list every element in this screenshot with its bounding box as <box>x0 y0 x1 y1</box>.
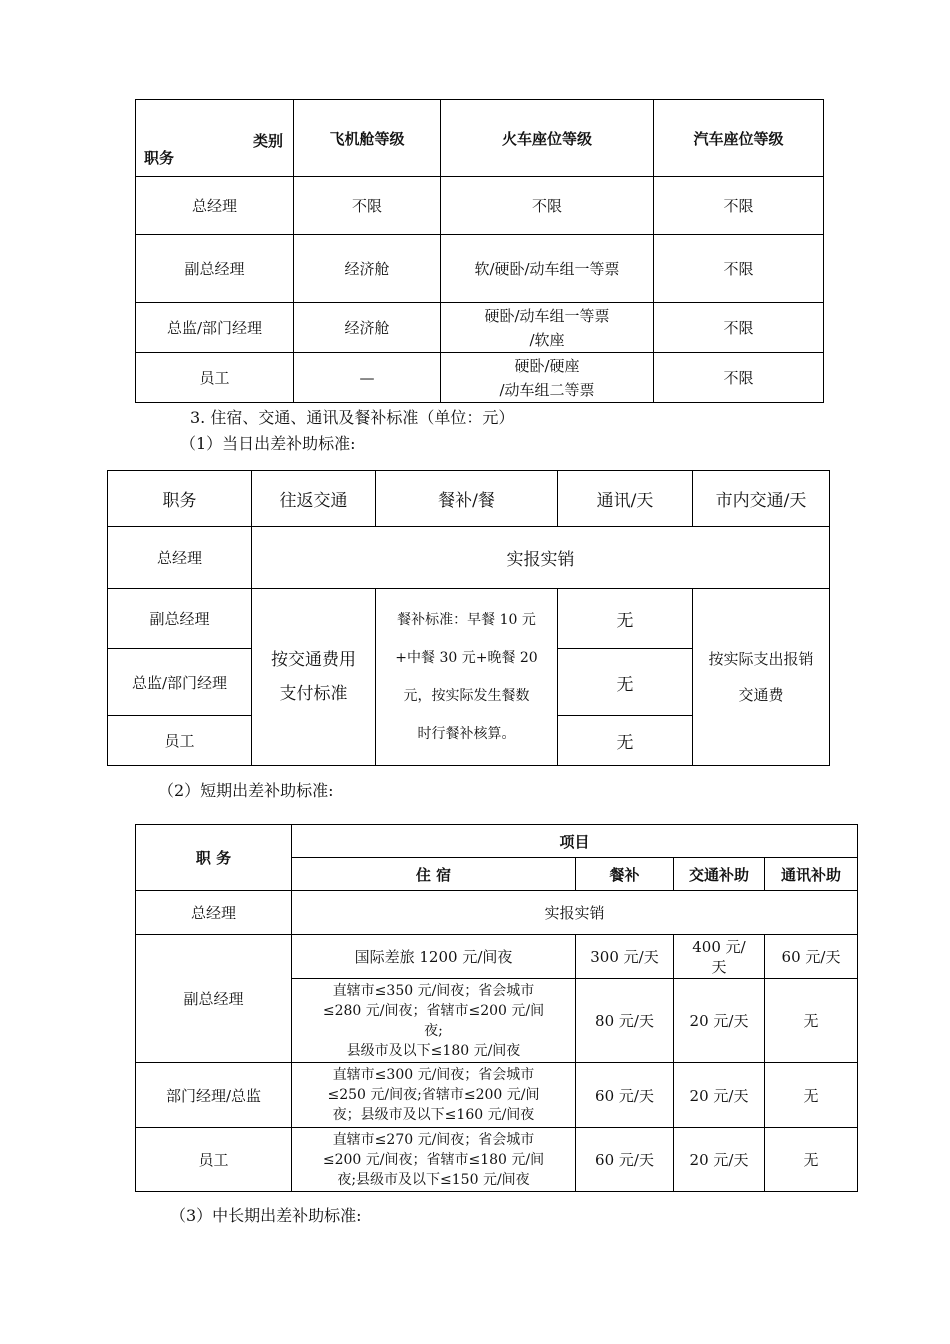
lodging-cell <box>292 979 576 1063</box>
sub2-title: （2）短期出差补助标准: <box>158 781 334 800</box>
city-line: 交通费 <box>738 686 784 704</box>
col-header-lodging: 住 宿 <box>292 858 576 891</box>
comm-cell: 无 <box>765 1063 858 1128</box>
lodging-line: 夜; <box>424 1022 443 1039</box>
comm-cell: 无 <box>558 589 693 649</box>
train-line: /软座 <box>529 330 565 349</box>
meal-line: 时行餐补核算。 <box>417 726 516 742</box>
transport-cell: 20 元/天 <box>674 1128 765 1192</box>
lodging-line: 直辖市≤300 元/间夜；省会城市 <box>332 1067 535 1083</box>
transport-line: 天 <box>711 957 727 976</box>
transport-line: 按交通费用 <box>271 650 356 670</box>
lodging-line: 夜;县级市及以下≤150 元/间夜 <box>337 1171 530 1188</box>
transport-cell: 20 元/天 <box>674 1063 765 1128</box>
train-line: 硬卧/硬座 <box>514 356 580 375</box>
role-cell: 员工 <box>136 353 294 403</box>
corner-header-cell <box>136 100 294 177</box>
corner-top-label: 类别 <box>252 132 283 150</box>
transport-cell: 20 元/天 <box>674 979 765 1063</box>
plane-cell: — <box>294 353 441 403</box>
meal-cell: 80 元/天 <box>576 979 674 1063</box>
train-line: /动车组二等票 <box>499 380 595 399</box>
item-header: 项目 <box>292 825 858 858</box>
transport-cell <box>674 935 765 979</box>
lodging-line: 夜；县级市及以下≤160 元/间夜 <box>332 1107 535 1123</box>
meal-line: 餐补标准：早餐 10 元 <box>397 612 536 628</box>
transport-line: 支付标准 <box>279 684 348 704</box>
lodging-line: 直辖市≤350 元/间夜；省会城市 <box>332 982 535 999</box>
comm-cell: 无 <box>765 979 858 1063</box>
sub1-title: （1）当日出差补助标准: <box>180 434 356 453</box>
transport-line: 400 元/ <box>692 937 746 956</box>
lodging-line: ≤280 元/间夜；省辖市≤200 元/间 <box>322 1002 545 1019</box>
col-header-plane: 飞机舱等级 <box>294 100 441 177</box>
col-header-role: 职务 <box>108 471 252 527</box>
role-cell: 总经理 <box>136 891 292 935</box>
meal-cell: 60 元/天 <box>576 1128 674 1192</box>
role-cell: 副总经理 <box>108 589 252 649</box>
meal-line: 元，按实际发生餐数 <box>403 688 530 704</box>
col-header-car: 汽车座位等级 <box>654 100 824 177</box>
train-cell: 不限 <box>441 177 654 235</box>
section3-title: 3. 住宿、交通、通讯及餐补标准（单位：元） <box>190 408 515 427</box>
meal-line: +中餐 30 元+晚餐 20 <box>395 650 538 666</box>
role-header: 职 务 <box>136 825 292 891</box>
col-header-comm: 通讯/天 <box>558 471 693 527</box>
train-cell <box>441 353 654 403</box>
car-cell: 不限 <box>654 353 824 403</box>
meal-standard-cell <box>376 589 558 766</box>
plane-cell: 不限 <box>294 177 441 235</box>
train-cell <box>441 303 654 353</box>
role-cell: 部门经理/总监 <box>136 1063 292 1128</box>
col-header-meal: 餐补 <box>576 858 674 891</box>
city-line: 按实际支出报销 <box>708 650 814 668</box>
plane-cell: 经济舱 <box>294 235 441 303</box>
corner-bottom-label: 职务 <box>144 149 175 167</box>
car-cell: 不限 <box>654 177 824 235</box>
seat-class-table <box>135 99 824 403</box>
role-cell: 总监/部门经理 <box>136 303 294 353</box>
role-cell: 总经理 <box>108 527 252 589</box>
train-cell: 软/硬卧/动车组一等票 <box>441 235 654 303</box>
city-transport-cell <box>693 589 830 766</box>
col-header-transport: 往返交通 <box>252 471 376 527</box>
role-cell: 总监/部门经理 <box>108 649 252 716</box>
car-cell: 不限 <box>654 235 824 303</box>
col-header-city-transport: 市内交通/天 <box>693 471 830 527</box>
short-term-allowance-table <box>135 824 858 1192</box>
comm-cell: 无 <box>558 649 693 716</box>
comm-cell: 60 元/天 <box>765 935 858 979</box>
role-cell: 员工 <box>108 716 252 766</box>
lodging-cell <box>292 1063 576 1128</box>
role-cell: 员工 <box>136 1128 292 1192</box>
plane-cell: 经济舱 <box>294 303 441 353</box>
lodging-line: ≤250 元/间夜;省辖市≤200 元/间 <box>327 1087 540 1103</box>
col-header-transport: 交通补助 <box>674 858 765 891</box>
role-cell: 副总经理 <box>136 935 292 1063</box>
lodging-line: 县级市及以下≤180 元/间夜 <box>346 1042 521 1059</box>
col-header-train: 火车座位等级 <box>441 100 654 177</box>
lodging-line: 直辖市≤270 元/间夜；省会城市 <box>332 1131 535 1148</box>
comm-cell: 无 <box>558 716 693 766</box>
lodging-cell: 国际差旅 1200 元/间夜 <box>292 935 576 979</box>
meal-cell: 300 元/天 <box>576 935 674 979</box>
sub3-title: （3）中长期出差补助标准: <box>170 1206 362 1225</box>
comm-cell: 无 <box>765 1128 858 1192</box>
car-cell: 不限 <box>654 303 824 353</box>
meal-cell: 60 元/天 <box>576 1063 674 1128</box>
gm-value-cell: 实报实销 <box>252 527 830 589</box>
transport-standard-cell <box>252 589 376 766</box>
lodging-cell <box>292 1128 576 1192</box>
gm-value-cell: 实报实销 <box>292 891 858 935</box>
role-cell: 总经理 <box>136 177 294 235</box>
lodging-line: ≤200 元/间夜；省辖市≤180 元/间 <box>322 1151 545 1168</box>
train-line: 硬卧/动车组一等票 <box>484 306 610 325</box>
same-day-allowance-table <box>107 470 830 766</box>
col-header-meal: 餐补/餐 <box>376 471 558 527</box>
role-cell: 副总经理 <box>136 235 294 303</box>
col-header-comm: 通讯补助 <box>765 858 858 891</box>
